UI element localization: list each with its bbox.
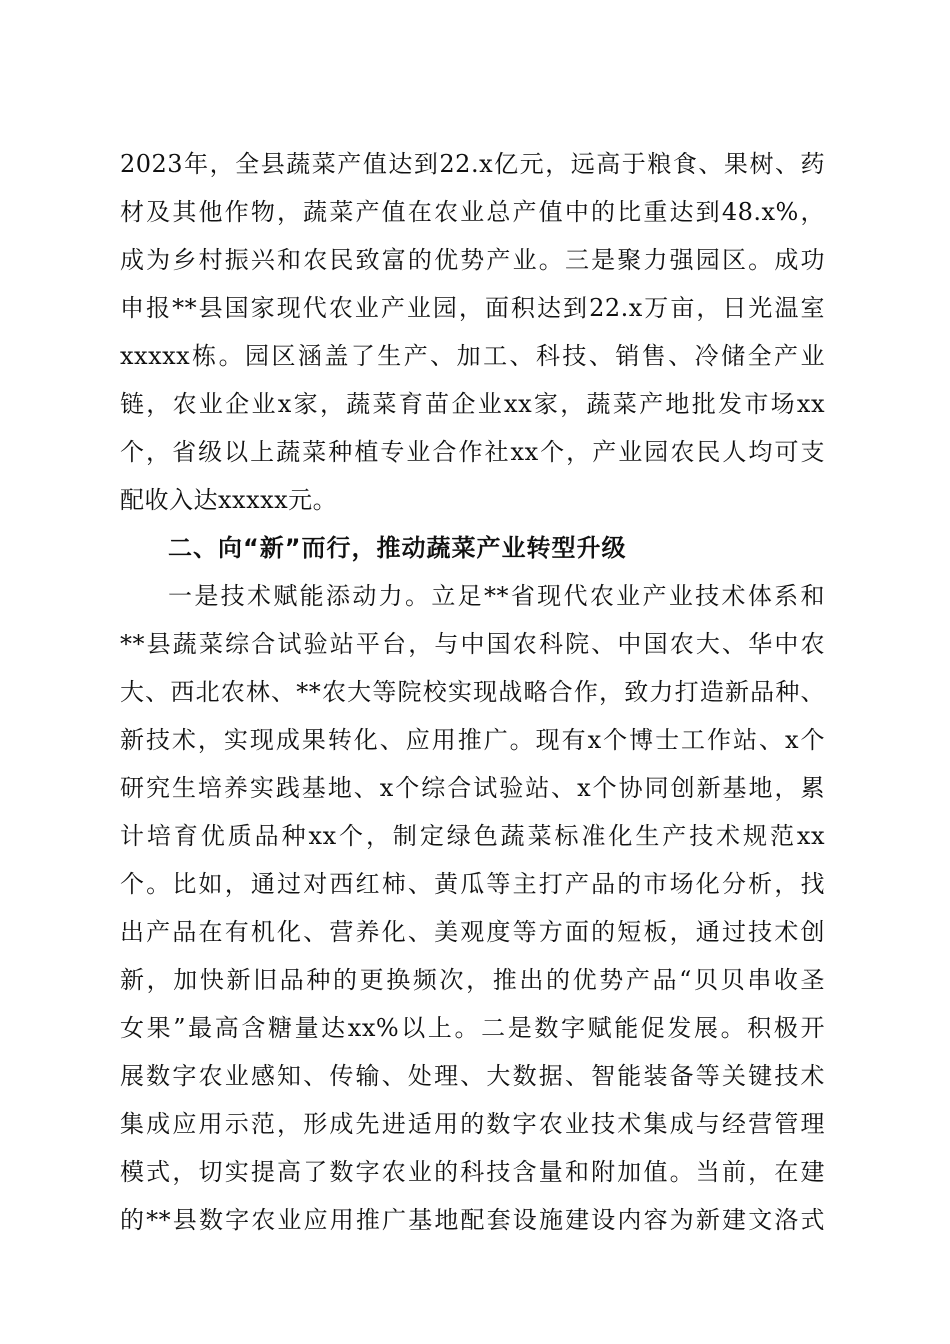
paragraph2-line: 展数字农业感知、传输、处理、大数据、智能装备等关键技术	[120, 1062, 825, 1090]
paragraph2-line: 一是技术赋能添动力。立足**省现代农业产业技术体系和	[168, 582, 825, 610]
paragraph2-line: 模式，切实提高了数字农业的科技含量和附加值。当前，在建	[120, 1158, 825, 1186]
paragraph1-line: 材及其他作物，蔬菜产值在农业总产值中的比重达到48.x%，	[120, 198, 825, 226]
paragraph2-line: 出产品在有机化、营养化、美观度等方面的短板，通过技术创	[120, 918, 825, 946]
paragraph2-line: 个。比如，通过对西红柿、黄瓜等主打产品的市场化分析，找	[120, 870, 825, 898]
paragraph1-line: 链，农业企业x家，蔬菜育苗企业xx家，蔬菜产地批发市场xx	[120, 390, 825, 418]
section-heading: 二、向“新”而行，推动蔬菜产业转型升级	[168, 534, 627, 562]
paragraph2-line: 新，加快新旧品种的更换频次，推出的优势产品“贝贝串收圣	[120, 966, 825, 994]
paragraph2-line: 计培育优质品种xx个，制定绿色蔬菜标准化生产技术规范xx	[120, 822, 825, 850]
paragraph2-line: 集成应用示范，形成先进适用的数字农业技术集成与经营管理	[120, 1110, 825, 1138]
paragraph2-line: **县蔬菜综合试验站平台，与中国农科院、中国农大、华中农	[120, 630, 825, 658]
paragraph1-line: 个，省级以上蔬菜种植专业合作社xx个，产业园农民人均可支	[120, 438, 825, 466]
paragraph2-line: 大、西北农林、**农大等院校实现战略合作，致力打造新品种、	[120, 678, 825, 706]
paragraph2-line: 新技术，实现成果转化、应用推广。现有x个博士工作站、x个	[120, 726, 825, 754]
paragraph1-line: xxxxx栋。园区涵盖了生产、加工、科技、销售、冷储全产业	[120, 342, 825, 370]
document-body	[120, 140, 825, 1244]
paragraph1-line: 2023年，全县蔬菜产值达到22.x亿元，远高于粮食、果树、药	[120, 150, 825, 178]
paragraph2-line: 研究生培养实践基地、x个综合试验站、x个协同创新基地，累	[120, 774, 825, 802]
paragraph1-line: 配收入达xxxxx元。	[120, 486, 338, 514]
paragraph2-line: 的**县数字农业应用推广基地配套设施建设内容为新建文洛式	[120, 1206, 825, 1234]
paragraph1-line: 申报**县国家现代农业产业园，面积达到22.x万亩，日光温室	[120, 294, 825, 322]
paragraph1-line: 成为乡村振兴和农民致富的优势产业。三是聚力强园区。成功	[120, 246, 825, 274]
paragraph2-line: 女果”最高含糖量达xx%以上。二是数字赋能促发展。积极开	[120, 1014, 825, 1042]
